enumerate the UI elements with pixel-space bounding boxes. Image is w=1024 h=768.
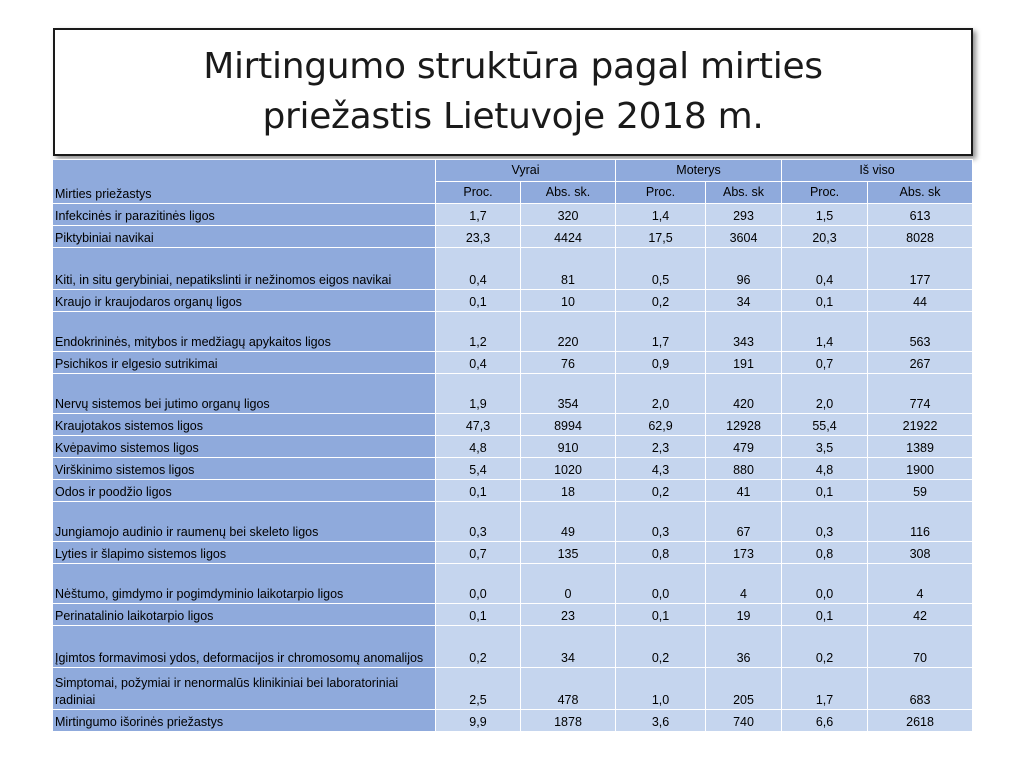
cause-cell: Kraujotakos sistemos ligos bbox=[53, 414, 436, 436]
cause-cell: Virškinimo sistemos ligos bbox=[53, 458, 436, 480]
value-cell: 479 bbox=[706, 436, 782, 458]
value-cell: 205 bbox=[706, 668, 782, 710]
table-row bbox=[53, 290, 973, 312]
value-cell: 1,7 bbox=[436, 204, 521, 226]
value-cell: 910 bbox=[521, 436, 616, 458]
value-cell: 740 bbox=[706, 710, 782, 732]
table-row bbox=[53, 502, 973, 542]
cause-cell: Psichikos ir elgesio sutrikimai bbox=[53, 352, 436, 374]
cause-cell: Mirtingumo išorinės priežastys bbox=[53, 710, 436, 732]
value-cell: 18 bbox=[521, 480, 616, 502]
value-cell: 19 bbox=[706, 604, 782, 626]
value-cell: 0,1 bbox=[436, 290, 521, 312]
value-cell: 1,9 bbox=[436, 374, 521, 414]
value-cell: 23,3 bbox=[436, 226, 521, 248]
value-cell: 55,4 bbox=[782, 414, 868, 436]
table-row bbox=[53, 226, 973, 248]
value-cell: 613 bbox=[868, 204, 973, 226]
value-cell: 34 bbox=[521, 626, 616, 668]
value-cell: 36 bbox=[706, 626, 782, 668]
value-cell: 4 bbox=[868, 564, 973, 604]
value-cell: 177 bbox=[868, 248, 973, 290]
value-cell: 49 bbox=[521, 502, 616, 542]
table-row bbox=[53, 564, 973, 604]
table-row bbox=[53, 668, 973, 710]
value-cell: 44 bbox=[868, 290, 973, 312]
value-cell: 3,6 bbox=[616, 710, 706, 732]
value-cell: 21922 bbox=[868, 414, 973, 436]
value-cell: 8994 bbox=[521, 414, 616, 436]
value-cell: 0,2 bbox=[436, 626, 521, 668]
value-cell: 20,3 bbox=[782, 226, 868, 248]
value-cell: 9,9 bbox=[436, 710, 521, 732]
value-cell: 267 bbox=[868, 352, 973, 374]
value-cell: 1020 bbox=[521, 458, 616, 480]
value-cell: 4424 bbox=[521, 226, 616, 248]
value-cell: 0,8 bbox=[782, 542, 868, 564]
value-cell: 0,7 bbox=[782, 352, 868, 374]
value-cell: 2,0 bbox=[782, 374, 868, 414]
cause-cell: Perinatalinio laikotarpio ligos bbox=[53, 604, 436, 626]
value-cell: 10 bbox=[521, 290, 616, 312]
table-row bbox=[53, 458, 973, 480]
value-cell: 2,5 bbox=[436, 668, 521, 710]
value-cell: 354 bbox=[521, 374, 616, 414]
value-cell: 0,1 bbox=[782, 480, 868, 502]
value-cell: 0,3 bbox=[782, 502, 868, 542]
value-cell: 683 bbox=[868, 668, 973, 710]
value-cell: 3604 bbox=[706, 226, 782, 248]
value-cell: 774 bbox=[868, 374, 973, 414]
value-cell: 1,7 bbox=[782, 668, 868, 710]
value-cell: 1389 bbox=[868, 436, 973, 458]
group-header-total: Iš viso bbox=[782, 160, 973, 182]
value-cell: 0,4 bbox=[782, 248, 868, 290]
value-cell: 2618 bbox=[868, 710, 973, 732]
value-cell: 1,4 bbox=[782, 312, 868, 352]
value-cell: 8028 bbox=[868, 226, 973, 248]
table-row bbox=[53, 374, 973, 414]
value-cell: 62,9 bbox=[616, 414, 706, 436]
value-cell: 0,1 bbox=[616, 604, 706, 626]
cause-cell: Lyties ir šlapimo sistemos ligos bbox=[53, 542, 436, 564]
cause-cell: Infekcinės ir parazitinės ligos bbox=[53, 204, 436, 226]
value-cell: 0,2 bbox=[782, 626, 868, 668]
value-cell: 17,5 bbox=[616, 226, 706, 248]
value-cell: 47,3 bbox=[436, 414, 521, 436]
cause-cell: Endokrininės, mitybos ir medžiagų apykaitos ligos bbox=[53, 312, 436, 352]
value-cell: 0,2 bbox=[616, 480, 706, 502]
value-cell: 4,8 bbox=[782, 458, 868, 480]
cause-cell: Įgimtos formavimosi ydos, deformacijos ir chromosomų anomalijos bbox=[53, 626, 436, 668]
value-cell: 34 bbox=[706, 290, 782, 312]
table-row bbox=[53, 480, 973, 502]
value-cell: 0,1 bbox=[436, 480, 521, 502]
subheader-cell: Abs. sk. bbox=[521, 182, 616, 204]
value-cell: 880 bbox=[706, 458, 782, 480]
value-cell: 70 bbox=[868, 626, 973, 668]
cause-cell: Nėštumo, gimdymo ir pogimdyminio laikotarpio ligos bbox=[53, 564, 436, 604]
value-cell: 420 bbox=[706, 374, 782, 414]
table-row bbox=[53, 312, 973, 352]
header-row-groups bbox=[53, 160, 973, 182]
value-cell: 2,3 bbox=[616, 436, 706, 458]
value-cell: 0,0 bbox=[436, 564, 521, 604]
table-row bbox=[53, 542, 973, 564]
value-cell: 0,3 bbox=[616, 502, 706, 542]
group-header-men: Vyrai bbox=[436, 160, 616, 182]
table-row bbox=[53, 352, 973, 374]
value-cell: 0 bbox=[521, 564, 616, 604]
value-cell: 67 bbox=[706, 502, 782, 542]
value-cell: 3,5 bbox=[782, 436, 868, 458]
slide-title: Mirtingumo struktūra pagal mirties priežastis Lietuvoje 2018 m. bbox=[203, 46, 823, 137]
value-cell: 96 bbox=[706, 248, 782, 290]
value-cell: 343 bbox=[706, 312, 782, 352]
value-cell: 320 bbox=[521, 204, 616, 226]
cause-cell: Piktybiniai navikai bbox=[53, 226, 436, 248]
value-cell: 173 bbox=[706, 542, 782, 564]
value-cell: 0,8 bbox=[616, 542, 706, 564]
subheader-cell: Abs. sk bbox=[868, 182, 973, 204]
cause-cell: Kraujo ir kraujodaros organų ligos bbox=[53, 290, 436, 312]
value-cell: 1900 bbox=[868, 458, 973, 480]
value-cell: 41 bbox=[706, 480, 782, 502]
value-cell: 220 bbox=[521, 312, 616, 352]
value-cell: 116 bbox=[868, 502, 973, 542]
value-cell: 191 bbox=[706, 352, 782, 374]
value-cell: 4 bbox=[706, 564, 782, 604]
value-cell: 0,4 bbox=[436, 352, 521, 374]
value-cell: 0,1 bbox=[782, 290, 868, 312]
value-cell: 1,4 bbox=[616, 204, 706, 226]
value-cell: 4,8 bbox=[436, 436, 521, 458]
value-cell: 0,0 bbox=[616, 564, 706, 604]
table-row bbox=[53, 710, 973, 732]
value-cell: 6,6 bbox=[782, 710, 868, 732]
slide-title-box bbox=[53, 28, 973, 156]
value-cell: 135 bbox=[521, 542, 616, 564]
value-cell: 0,2 bbox=[616, 626, 706, 668]
subheader-cell: Proc. bbox=[782, 182, 868, 204]
value-cell: 1878 bbox=[521, 710, 616, 732]
value-cell: 0,9 bbox=[616, 352, 706, 374]
value-cell: 0,4 bbox=[436, 248, 521, 290]
table-row bbox=[53, 414, 973, 436]
cause-cell: Nervų sistemos bei jutimo organų ligos bbox=[53, 374, 436, 414]
table-row bbox=[53, 204, 973, 226]
table-row bbox=[53, 248, 973, 290]
value-cell: 23 bbox=[521, 604, 616, 626]
value-cell: 1,7 bbox=[616, 312, 706, 352]
value-cell: 308 bbox=[868, 542, 973, 564]
value-cell: 59 bbox=[868, 480, 973, 502]
value-cell: 0,7 bbox=[436, 542, 521, 564]
value-cell: 81 bbox=[521, 248, 616, 290]
subheader-cell: Proc. bbox=[436, 182, 521, 204]
row-header-label: Mirties priežastys bbox=[53, 160, 436, 204]
subheader-cell: Abs. sk bbox=[706, 182, 782, 204]
cause-cell: Kiti, in situ gerybiniai, nepatikslinti ir nežinomos eigos navikai bbox=[53, 248, 436, 290]
table-row bbox=[53, 626, 973, 668]
mortality-table bbox=[52, 159, 973, 732]
value-cell: 1,5 bbox=[782, 204, 868, 226]
value-cell: 563 bbox=[868, 312, 973, 352]
table-row bbox=[53, 604, 973, 626]
subheader-cell: Proc. bbox=[616, 182, 706, 204]
value-cell: 0,3 bbox=[436, 502, 521, 542]
cause-cell: Kvėpavimo sistemos ligos bbox=[53, 436, 436, 458]
cause-cell: Jungiamojo audinio ir raumenų bei skeleto ligos bbox=[53, 502, 436, 542]
table-row bbox=[53, 436, 973, 458]
value-cell: 478 bbox=[521, 668, 616, 710]
value-cell: 0,0 bbox=[782, 564, 868, 604]
value-cell: 42 bbox=[868, 604, 973, 626]
value-cell: 2,0 bbox=[616, 374, 706, 414]
value-cell: 1,0 bbox=[616, 668, 706, 710]
value-cell: 5,4 bbox=[436, 458, 521, 480]
value-cell: 0,1 bbox=[782, 604, 868, 626]
group-header-women: Moterys bbox=[616, 160, 782, 182]
cause-cell: Simptomai, požymiai ir nenormalūs klinikiniai bei laboratoriniai radiniai bbox=[53, 668, 436, 710]
value-cell: 0,5 bbox=[616, 248, 706, 290]
value-cell: 0,1 bbox=[436, 604, 521, 626]
value-cell: 12928 bbox=[706, 414, 782, 436]
value-cell: 4,3 bbox=[616, 458, 706, 480]
value-cell: 0,2 bbox=[616, 290, 706, 312]
value-cell: 1,2 bbox=[436, 312, 521, 352]
value-cell: 76 bbox=[521, 352, 616, 374]
value-cell: 293 bbox=[706, 204, 782, 226]
cause-cell: Odos ir poodžio ligos bbox=[53, 480, 436, 502]
